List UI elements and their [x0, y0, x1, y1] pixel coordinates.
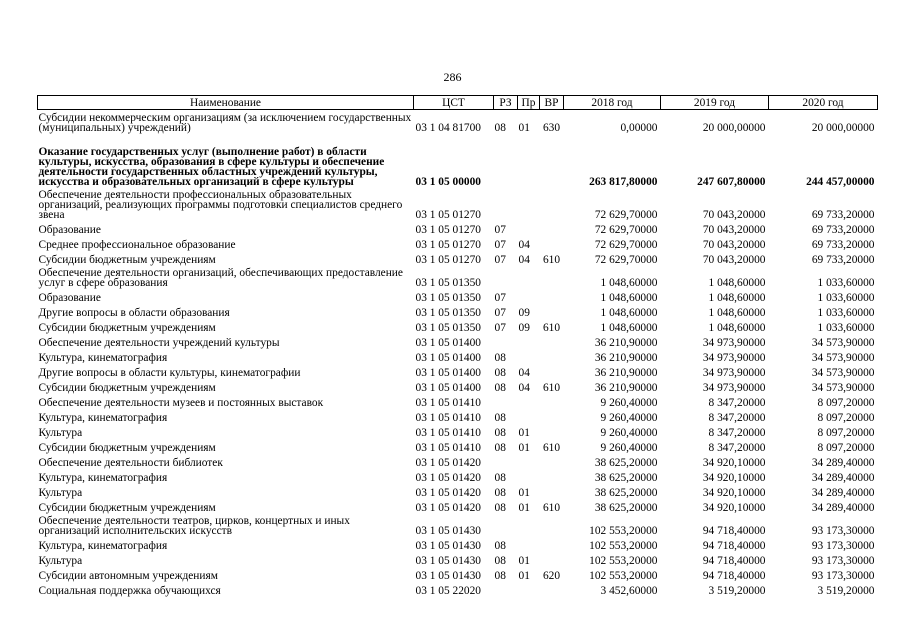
table-row	[38, 250, 878, 265]
table-row	[38, 468, 878, 483]
cell-cst: 03 1 05 01350	[415, 292, 481, 304]
cell-pr: 01	[518, 555, 530, 567]
table-row	[38, 303, 878, 318]
cell-y2020: 34 289,40000	[811, 472, 875, 484]
cell-name: Культура, кинематография	[38, 412, 168, 424]
cell-cst: 03 1 05 01420	[415, 487, 481, 499]
cell-y2019: 70 043,20000	[702, 254, 766, 266]
cell-y2018: 38 625,20000	[594, 502, 658, 514]
cell-y2018: 1 048,60000	[600, 307, 658, 319]
cell-name: Культура, кинематография	[38, 472, 168, 484]
cell-cst: 03 1 05 22020	[415, 585, 481, 597]
cell-y2018: 36 210,90000	[594, 382, 658, 394]
cell-y2019: 34 973,90000	[702, 382, 766, 394]
table-row	[38, 453, 878, 468]
cell-name: Другие вопросы в области образования	[38, 307, 230, 319]
table-row	[38, 318, 878, 333]
cell-rz: 08	[494, 472, 506, 484]
cell-pr: 01	[518, 122, 530, 134]
cell-name: Культура	[38, 427, 83, 439]
budget-table	[37, 95, 878, 596]
table-row	[38, 566, 878, 581]
cell-rz	[494, 453, 518, 468]
cell-cst: 03 1 05 01430	[415, 540, 481, 552]
cell-y2019: 20 000,00000	[702, 122, 766, 134]
cell-y2018: 36 210,90000	[594, 337, 658, 349]
cell-vr	[540, 408, 564, 423]
header-rz: РЗ	[494, 96, 518, 110]
cell-y2018: 0,00000	[620, 122, 658, 134]
cell-vr: 610	[542, 322, 561, 334]
cell-rz	[494, 581, 518, 596]
cell-pr	[518, 468, 540, 483]
cell-pr: 01	[518, 427, 530, 439]
cell-name: Социальная поддержка обучающихся	[38, 585, 221, 597]
table-row	[38, 513, 878, 536]
cell-y2019: 1 048,60000	[708, 292, 766, 304]
cell-rz: 08	[494, 352, 506, 364]
cell-vr: 610	[542, 254, 561, 266]
cell-y2018: 1 048,60000	[600, 277, 658, 289]
cell-name: Образование	[38, 292, 101, 304]
cell-name: Культура, кинематография	[38, 540, 168, 552]
cell-y2018: 1 048,60000	[600, 322, 658, 334]
cell-name: Субсидии бюджетным учреждениям	[38, 502, 216, 514]
header-vr: ВР	[540, 96, 564, 110]
cell-y2020: 34 289,40000	[811, 457, 875, 469]
table-row	[38, 408, 878, 423]
cell-y2019: 34 920,10000	[702, 487, 766, 499]
cell-cst: 03 1 04 81700	[415, 122, 481, 134]
header-pr: Пр	[518, 96, 540, 110]
cell-name: Обеспечение деятельности театров, цирков, концертных и иных организаций исполнительских искусств	[38, 515, 350, 537]
cell-y2019: 34 920,10000	[702, 502, 766, 514]
cell-cst: 03 1 05 01270	[415, 209, 481, 221]
cell-vr	[540, 581, 564, 596]
cell-name: Обеспечение деятельности музеев и постоянных выставок	[38, 397, 324, 409]
cell-vr	[540, 265, 564, 288]
table-row	[38, 438, 878, 453]
cell-name: Субсидии бюджетным учреждениям	[38, 382, 216, 394]
cell-y2020: 1 033,60000	[817, 292, 875, 304]
cell-name: Субсидии автономным учреждениям	[38, 570, 218, 582]
cell-cst: 03 1 05 01410	[415, 397, 481, 409]
cell-y2020: 34 289,40000	[811, 502, 875, 514]
cell-name: Обеспечение деятельности организаций, обеспечивающих предоставление услуг в сфере образования	[38, 267, 403, 289]
table-row	[38, 265, 878, 288]
cell-rz	[494, 265, 518, 288]
cell-vr: 610	[542, 502, 561, 514]
cell-y2020: 8 097,20000	[817, 442, 875, 454]
cell-pr: 04	[518, 239, 530, 251]
cell-rz: 07	[494, 254, 506, 266]
header-2020: 2020 год	[769, 96, 878, 110]
cell-y2020: 8 097,20000	[817, 412, 875, 424]
cell-y2019: 34 920,10000	[702, 457, 766, 469]
cell-rz: 08	[494, 570, 506, 582]
cell-vr: 610	[542, 442, 561, 454]
cell-pr	[518, 453, 540, 468]
cell-pr	[518, 187, 540, 220]
header-2019: 2019 год	[661, 96, 769, 110]
cell-vr	[540, 468, 564, 483]
table-row	[38, 423, 878, 438]
cell-cst: 03 1 05 01350	[415, 277, 481, 289]
cell-y2019: 8 347,20000	[708, 412, 766, 424]
cell-vr	[540, 187, 564, 220]
cell-rz: 07	[494, 224, 506, 236]
cell-pr	[518, 581, 540, 596]
table-row	[38, 483, 878, 498]
cell-rz: 07	[494, 307, 506, 319]
cell-y2018: 72 629,70000	[594, 224, 658, 236]
table-row	[38, 581, 878, 596]
cell-rz: 08	[494, 412, 506, 424]
cell-name: Субсидии бюджетным учреждениям	[38, 254, 216, 266]
table-row	[38, 187, 878, 220]
cell-cst: 03 1 05 01400	[415, 367, 481, 379]
cell-vr	[540, 235, 564, 250]
cell-pr: 01	[518, 502, 530, 514]
cell-y2019: 70 043,20000	[702, 209, 766, 221]
cell-rz: 08	[494, 502, 506, 514]
cell-vr	[540, 220, 564, 235]
cell-cst: 03 1 05 01410	[415, 427, 481, 439]
cell-cst: 03 1 05 01400	[415, 352, 481, 364]
cell-vr	[540, 453, 564, 468]
cell-y2018: 72 629,70000	[594, 254, 658, 266]
cell-vr	[540, 536, 564, 551]
cell-rz: 08	[494, 555, 506, 567]
cell-y2019: 8 347,20000	[708, 427, 766, 439]
cell-rz	[494, 393, 518, 408]
cell-y2018: 72 629,70000	[594, 209, 658, 221]
cell-y2018: 9 260,40000	[600, 412, 658, 424]
cell-vr	[540, 363, 564, 378]
cell-pr	[518, 220, 540, 235]
cell-pr: 01	[518, 487, 530, 499]
cell-y2018: 102 553,20000	[589, 525, 658, 537]
cell-y2019: 3 519,20000	[708, 585, 766, 597]
table-row	[38, 133, 878, 187]
cell-pr	[518, 288, 540, 303]
cell-rz: 07	[494, 292, 506, 304]
cell-pr: 01	[518, 442, 530, 454]
cell-name: Среднее профессиональное образование	[38, 239, 236, 251]
cell-rz: 08	[494, 487, 506, 499]
cell-y2018: 36 210,90000	[594, 367, 658, 379]
cell-vr	[540, 303, 564, 318]
cell-cst: 03 1 05 01430	[415, 555, 481, 567]
table-row	[38, 498, 878, 513]
cell-cst: 03 1 05 00000	[415, 176, 481, 188]
cell-rz	[494, 513, 518, 536]
cell-rz: 08	[494, 382, 506, 394]
cell-y2020: 34 573,90000	[811, 367, 875, 379]
header-cst: ЦСТ	[414, 96, 494, 110]
table-row	[38, 235, 878, 250]
cell-vr	[540, 133, 564, 187]
cell-y2019: 70 043,20000	[702, 224, 766, 236]
cell-pr: 04	[518, 367, 530, 379]
cell-y2020: 69 733,20000	[811, 224, 875, 236]
cell-y2020: 69 733,20000	[811, 254, 875, 266]
cell-pr: 09	[518, 322, 530, 334]
cell-cst: 03 1 05 01350	[415, 307, 481, 319]
cell-rz	[494, 133, 518, 187]
cell-y2018: 9 260,40000	[600, 427, 658, 439]
cell-vr	[540, 333, 564, 348]
cell-y2018: 72 629,70000	[594, 239, 658, 251]
cell-y2020: 34 573,90000	[811, 352, 875, 364]
table-row	[38, 110, 878, 134]
cell-rz: 08	[494, 367, 506, 379]
cell-rz: 08	[494, 540, 506, 552]
cell-pr	[518, 133, 540, 187]
cell-y2020: 93 173,30000	[811, 540, 875, 552]
cell-y2020: 20 000,00000	[811, 122, 875, 134]
cell-name: Культура	[38, 555, 83, 567]
table-row	[38, 536, 878, 551]
cell-pr	[518, 265, 540, 288]
cell-y2019: 1 048,60000	[708, 307, 766, 319]
cell-y2020: 1 033,60000	[817, 307, 875, 319]
cell-y2019: 8 347,20000	[708, 397, 766, 409]
cell-y2019: 94 718,40000	[702, 555, 766, 567]
cell-y2020: 93 173,30000	[811, 525, 875, 537]
cell-cst: 03 1 05 01270	[415, 239, 481, 251]
cell-vr	[540, 551, 564, 566]
cell-y2018: 102 553,20000	[589, 570, 658, 582]
cell-pr	[518, 513, 540, 536]
cell-pr	[518, 393, 540, 408]
table-row	[38, 348, 878, 363]
cell-y2018: 9 260,40000	[600, 397, 658, 409]
cell-y2018: 9 260,40000	[600, 442, 658, 454]
cell-vr	[540, 483, 564, 498]
page-number: 286	[443, 70, 462, 84]
cell-cst: 03 1 05 01420	[415, 457, 481, 469]
cell-rz: 08	[494, 122, 506, 134]
cell-y2019: 247 607,80000	[697, 176, 766, 188]
cell-name: Обеспечение деятельности профессиональных образовательных организаций, реализующих программы подготовки специалистов среднего звена	[38, 189, 403, 221]
cell-name: Образование	[38, 224, 101, 236]
cell-y2019: 34 973,90000	[702, 352, 766, 364]
cell-y2019: 1 048,60000	[708, 322, 766, 334]
cell-pr: 09	[518, 307, 530, 319]
cell-cst: 03 1 05 01350	[415, 322, 481, 334]
cell-cst: 03 1 05 01400	[415, 382, 481, 394]
cell-pr: 04	[518, 254, 530, 266]
cell-name: Обеспечение деятельности учреждений культуры	[38, 337, 280, 349]
cell-pr	[518, 408, 540, 423]
cell-vr: 630	[542, 122, 561, 134]
table-row	[38, 363, 878, 378]
cell-y2020: 69 733,20000	[811, 209, 875, 221]
cell-y2019: 1 048,60000	[708, 277, 766, 289]
cell-y2018: 38 625,20000	[594, 472, 658, 484]
cell-rz: 07	[494, 239, 506, 251]
table-header-row	[38, 96, 878, 110]
cell-cst: 03 1 05 01400	[415, 337, 481, 349]
table-row	[38, 393, 878, 408]
cell-rz: 08	[494, 442, 506, 454]
cell-pr: 04	[518, 382, 530, 394]
cell-y2020: 8 097,20000	[817, 397, 875, 409]
cell-y2019: 94 718,40000	[702, 540, 766, 552]
header-name: Наименование	[38, 96, 414, 110]
cell-name: Культура, кинематография	[38, 352, 168, 364]
cell-vr: 620	[542, 570, 561, 582]
cell-y2020: 34 573,90000	[811, 382, 875, 394]
cell-cst: 03 1 05 01420	[415, 502, 481, 514]
cell-rz	[494, 333, 518, 348]
cell-y2019: 70 043,20000	[702, 239, 766, 251]
cell-vr: 610	[542, 382, 561, 394]
cell-pr: 01	[518, 570, 530, 582]
cell-y2018: 38 625,20000	[594, 487, 658, 499]
cell-rz: 07	[494, 322, 506, 334]
cell-y2020: 1 033,60000	[817, 277, 875, 289]
cell-name: Субсидии бюджетным учреждениям	[38, 442, 216, 454]
cell-cst: 03 1 05 01410	[415, 442, 481, 454]
cell-y2018: 102 553,20000	[589, 555, 658, 567]
table-row	[38, 288, 878, 303]
table-row	[38, 551, 878, 566]
cell-rz: 08	[494, 427, 506, 439]
cell-cst: 03 1 05 01430	[415, 570, 481, 582]
cell-name: Другие вопросы в области культуры, кинематографии	[38, 367, 301, 379]
header-2018: 2018 год	[564, 96, 661, 110]
cell-y2020: 34 573,90000	[811, 337, 875, 349]
table-body	[38, 110, 878, 597]
cell-name: Оказание государственных услуг (выполнение работ) в области культуры, искусства, образования в сфере культуры и обеспечение деятельности государственных областных учреждений культуры, искусства и образовательных организаций в сфере культуры	[38, 146, 385, 188]
cell-pr	[518, 348, 540, 363]
cell-y2018: 38 625,20000	[594, 457, 658, 469]
cell-y2018: 1 048,60000	[600, 292, 658, 304]
cell-name: Субсидии бюджетным учреждениям	[38, 322, 216, 334]
cell-rz	[494, 187, 518, 220]
table-row	[38, 220, 878, 235]
cell-name: Обеспечение деятельности библиотек	[38, 457, 223, 469]
cell-y2020: 1 033,60000	[817, 322, 875, 334]
cell-y2020: 8 097,20000	[817, 427, 875, 439]
cell-cst: 03 1 05 01410	[415, 412, 481, 424]
cell-vr	[540, 393, 564, 408]
cell-y2019: 34 973,90000	[702, 367, 766, 379]
table-row	[38, 378, 878, 393]
cell-y2019: 94 718,40000	[702, 525, 766, 537]
cell-y2018: 36 210,90000	[594, 352, 658, 364]
cell-y2020: 34 289,40000	[811, 487, 875, 499]
cell-y2020: 69 733,20000	[811, 239, 875, 251]
cell-y2020: 93 173,30000	[811, 555, 875, 567]
cell-name: Культура	[38, 487, 83, 499]
cell-pr	[518, 333, 540, 348]
cell-y2018: 102 553,20000	[589, 540, 658, 552]
cell-cst: 03 1 05 01430	[415, 525, 481, 537]
cell-vr	[540, 288, 564, 303]
cell-vr	[540, 423, 564, 438]
cell-name: Субсидии некоммерческим организациям (за исключением государственных (муниципальных) учреждений)	[38, 112, 412, 134]
cell-y2019: 34 973,90000	[702, 337, 766, 349]
cell-y2018: 3 452,60000	[600, 585, 658, 597]
cell-y2019: 8 347,20000	[708, 442, 766, 454]
cell-y2020: 3 519,20000	[817, 585, 875, 597]
cell-vr	[540, 348, 564, 363]
cell-y2020: 93 173,30000	[811, 570, 875, 582]
cell-pr	[518, 536, 540, 551]
cell-cst: 03 1 05 01420	[415, 472, 481, 484]
cell-y2018: 263 817,80000	[589, 176, 658, 188]
cell-y2019: 34 920,10000	[702, 472, 766, 484]
cell-y2020: 244 457,00000	[806, 176, 875, 188]
cell-cst: 03 1 05 01270	[415, 224, 481, 236]
cell-y2019: 94 718,40000	[702, 570, 766, 582]
cell-vr	[540, 513, 564, 536]
cell-cst: 03 1 05 01270	[415, 254, 481, 266]
table-row	[38, 333, 878, 348]
